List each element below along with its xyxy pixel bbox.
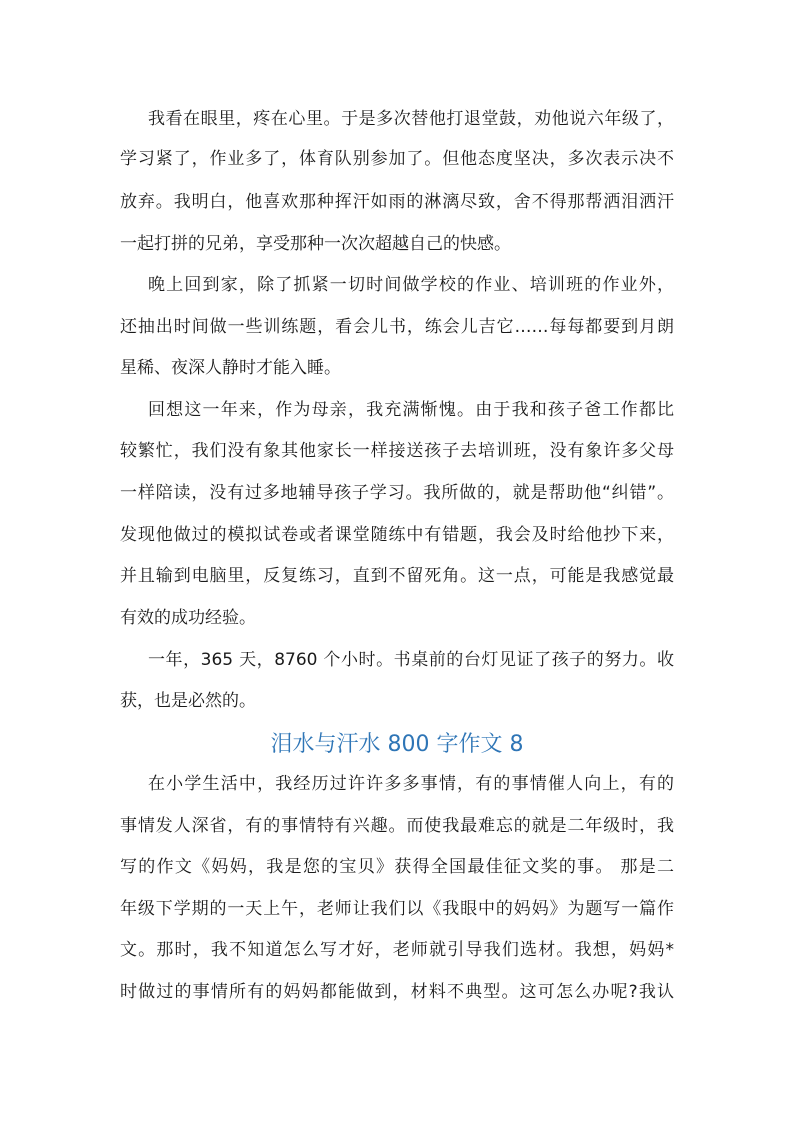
text-line: 文。那时，我不知道怎么写才好，老师就引导我们选材。我想，妈妈* [120, 940, 674, 960]
text-line: 并且输到电脑里，反复练习，直到不留死角。这一点，可能是我感觉最 [120, 566, 674, 586]
text-line: 写的作文《妈妈，我是您的宝贝》获得全国最佳征文奖的事。 那是二 [120, 857, 674, 877]
text-line: 在小学生活中，我经历过许许多多事情，有的事情催人向上，有的 [148, 774, 674, 794]
text-line: 有效的成功经验。 [120, 608, 256, 628]
section-heading: 泪水与汗水 800 字作文 8 [270, 732, 524, 757]
text-line: 一起打拼的兄弟，享受那种一次次超越自己的快感。 [120, 234, 511, 254]
text-line: 时做过的事情所有的妈妈都能做到，材料不典型。这可怎么办呢?我认 [120, 982, 674, 1002]
text-line: 晚上回到家，除了抓紧一切时间做学校的作业、培训班的作业外， [148, 275, 674, 295]
text-line: 星稀、夜深人静时才能入睡。 [120, 358, 341, 378]
text-line: 较繁忙，我们没有象其他家长一样接送孩子去培训班，没有象许多父母 [120, 441, 674, 461]
text-line: 我看在眼里，疼在心里。于是多次替他打退堂鼓，劝他说六年级了， [148, 109, 674, 129]
text-line: 放弃。我明白，他喜欢那种挥汗如雨的淋漓尽致，舍不得那帮洒泪洒汗 [120, 192, 674, 212]
text-line: 学习紧了，作业多了，体育队别参加了。但他态度坚决，多次表示决不 [120, 149, 674, 169]
text-line: 一样陪读，没有过多地辅导孩子学习。我所做的，就是帮助他“纠错”。 [120, 483, 674, 503]
text-line: 回想这一年来，作为母亲，我充满惭愧。由于我和孩子爸工作都比 [148, 400, 674, 420]
text-line: 还抽出时间做一些训练题，看会儿书，练会儿吉它……每每都要到月朗 [120, 317, 674, 337]
text-line: 事情发人深省，有的事情特有兴趣。而使我最难忘的就是二年级时，我 [120, 816, 674, 836]
text-line: 获，也是必然的。 [120, 691, 256, 711]
text-line: 一年，365 天，8760 个小时。书桌前的台灯见证了孩子的努力。收 [148, 650, 674, 670]
text-line: 发现他做过的模拟试卷或者课堂随练中有错题，我会及时给他抄下来， [120, 525, 674, 545]
text-line: 年级下学期的一天上午，老师让我们以《我眼中的妈妈》为题写一篇作 [120, 899, 674, 919]
